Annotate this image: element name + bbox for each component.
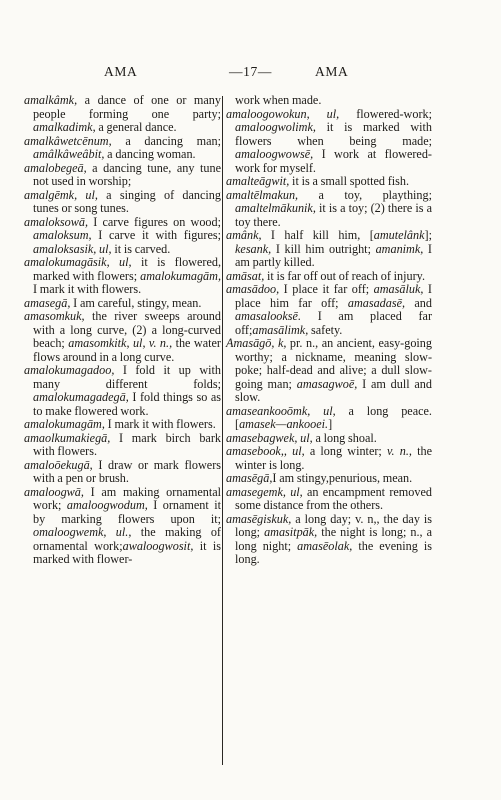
dictionary-entry: amasādoo, I place it far off; amasāluk, I place him far off; amasadasē, and amasalooksē. I am placed far off;amasālimk, safety. (226, 282, 432, 337)
dictionary-entry: amalokumagām, I mark it with flowers. (24, 417, 216, 431)
dictionary-entry: amasēgiskuk, a long day; v. n,, the day is long; amasitpāk, the night is long; n., a long night; amasēolak, the evening is long. (226, 511, 432, 566)
dictionary-entry: amaltēlmakun, a toy, plaything; amaltelmākunik, it is a toy; (2) there is a toy there. (226, 187, 432, 229)
column-divider (222, 96, 223, 765)
left-column (24, 94, 221, 567)
dictionary-entry: amaloōekugā, I draw or mark flowers with a pen or brush. (24, 457, 221, 485)
dictionary-entry: amalkâmk, a dance of one or many people forming one party; amalkadimk, a general dance. (24, 93, 221, 134)
dictionary-entry: amânk, I half kill him, [amutelânk]; kesank, I kill him outright; amanimk, I am partly killed. (226, 228, 432, 269)
dictionary-entry: amaseankooōmk, ul, a long peace. [amasek—ankooei.] (226, 403, 432, 431)
dictionary-entry: amaolkumakiegā, I mark birch bark with flowers. (24, 430, 221, 458)
dictionary-entry: amasēgā,I am stingy,penurious, mean. (226, 471, 413, 485)
dictionary-entry: amalteāgwit, it is a small spotted fish. (226, 174, 410, 188)
dictionary-entry: amalokumagāsik, ul, it is flowered, marked with flowers; amalokumagām, I mark it with flowers. (24, 255, 221, 296)
right-column (226, 94, 432, 567)
dictionary-entry: work when made. (235, 93, 322, 107)
running-header (0, 64, 501, 86)
dictionary-entry: amalokumagadoo, I fold it up with many different folds; amalokumagadegā, I fold things so as to make flowered work. (24, 363, 221, 418)
dictionary-entry: amaloksowā, I carve figures on wood; amaloksum, I carve it with figures; amaloksasik, ul, it is carved. (24, 214, 221, 256)
dictionary-entry: amalkâwetcēnum, a dancing man; amâlkâweâbit, a dancing woman. (24, 133, 221, 161)
dictionary-entry: amasebagwek, ul, a long shoal. (226, 430, 377, 445)
dictionary-entry: amaloogowokun, ul, flowered-work; amaloogwolimk, it is marked with flowers when being made; amaloogwowsē, I work at flowered-work for myself. (226, 106, 432, 175)
header-page-number: —17— (229, 64, 272, 79)
dictionary-entry: amasegā, I am careful, stingy, mean. (24, 295, 202, 310)
header-right-guideword: AMA (315, 64, 349, 79)
header-left-guideword: AMA (104, 64, 138, 79)
dictionary-entry: amalgēmk, ul, a singing of dancing tunes or song tunes. (24, 187, 221, 215)
dictionary-entry: amaloogwā, I am making ornamental work; amaloogwodum, I ornament it by marking flowers upon it; omaloogwemk, ul., the making of ornamental work;awaloogwosit, it is marked with flower- (24, 484, 221, 566)
dictionary-entry: amasomkuk, the river sweeps around with a long curve, (2) a long-curved beach; amasomkitk, ul, v. n., the water flows around in a long curve. (24, 309, 221, 364)
dictionary-entry: amasegemk, ul, an encampment removed some distance from the others. (226, 484, 432, 512)
dictionary-entry: amāsat, it is far off out of reach of injury. (226, 268, 426, 283)
dictionary-entry: Amasāgō, k, pr. n., an ancient, easy-going worthy; a nickname, meaning slow-poke; half-dead and alive; a dull slow-going man; amasagwoē, I am dull and slow. (226, 336, 432, 404)
dictionary-entry: amasebook,, ul, a long winter; v. n., the winter is long. (226, 444, 432, 472)
dictionary-entry: amalobegeā, a dancing tune, any tune not used in worship; (24, 160, 221, 188)
